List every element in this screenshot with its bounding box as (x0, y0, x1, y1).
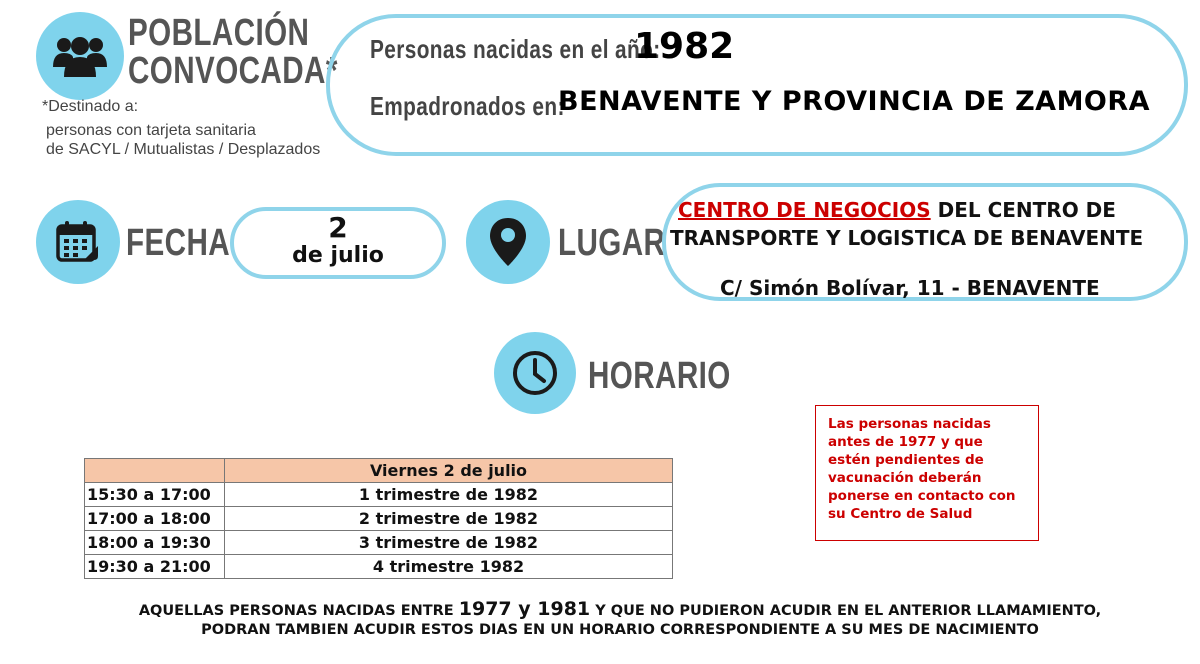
date-box (230, 207, 446, 279)
footer-line1 (0, 598, 1200, 620)
location-pin-icon (466, 200, 550, 284)
vaccination-note: Las personas nacidas antes de 1977 y que estén pendientes de vacunación deberán ponerse en contacto con su Centro de Salud (815, 405, 1039, 541)
row-time: 18:00 a 19:30 (85, 531, 225, 555)
row-group: 1 trimestre de 1982 (225, 483, 673, 507)
people-icon (36, 12, 124, 100)
row-time: 19:30 a 21:00 (85, 555, 225, 579)
row-group: 3 trimestre de 1982 (225, 531, 673, 555)
clock-icon (494, 332, 576, 414)
date-label: FECHA (126, 222, 231, 264)
table-header-row (85, 459, 673, 483)
row-time: 15:30 a 17:00 (85, 483, 225, 507)
place-name-line1 (678, 198, 1116, 222)
calendar-icon (36, 200, 120, 284)
footer-line1-a: AQUELLAS PERSONAS NACIDAS ENTRE (138, 603, 459, 619)
place-name-rest: DEL CENTRO DE (930, 198, 1116, 222)
destined-text-line2: de SACYL / Mutualistas / Desplazados (46, 141, 321, 158)
destined-text (46, 121, 320, 159)
destined-text-line1: personas con tarjeta sanitaria (46, 122, 256, 139)
born-year-label: Personas nacidas en el año: (370, 34, 661, 64)
destined-label: *Destinado a: (42, 98, 139, 115)
born-year-value: 1982 (634, 26, 735, 67)
table-row (85, 507, 673, 531)
date-day: 2 (328, 211, 348, 244)
footer-line1-c: Y QUE NO PUDIERON ACUDIR EN EL ANTERIOR LLAMAMIENTO, (590, 603, 1102, 619)
footer-line2: PODRAN TAMBIEN ACUDIR ESTOS DIAS EN UN HORARIO CORRESPONDIENTE A SU MES DE NACIMIENTO (201, 622, 1039, 638)
date-month: de julio (292, 243, 384, 268)
population-title (128, 14, 338, 90)
place-label: LUGAR (558, 222, 666, 264)
table-row (85, 555, 673, 579)
row-time: 17:00 a 18:00 (85, 507, 225, 531)
table-row (85, 531, 673, 555)
row-group: 4 trimestre 1982 (225, 555, 673, 579)
registered-value: BENAVENTE Y PROVINCIA DE ZAMORA (558, 86, 1151, 117)
registered-label: Empadronados en: (370, 91, 565, 121)
row-group: 2 trimestre de 1982 (225, 507, 673, 531)
place-name-line2: TRANSPORTE Y LOGISTICA DE BENAVENTE (670, 226, 1144, 250)
place-name-highlight: CENTRO DE NEGOCIOS (678, 198, 931, 222)
table-header-day: Viernes 2 de julio (225, 459, 673, 483)
population-title-line2: CONVOCADA* (128, 50, 338, 92)
table-header-empty (85, 459, 225, 483)
place-address: C/ Simón Bolívar, 11 - BENAVENTE (720, 276, 1100, 300)
population-title-line1: POBLACIÓN (128, 12, 310, 54)
schedule-table (84, 458, 673, 579)
footer-years: 1977 y 1981 (458, 598, 591, 620)
schedule-label: HORARIO (588, 355, 731, 397)
table-row (85, 483, 673, 507)
